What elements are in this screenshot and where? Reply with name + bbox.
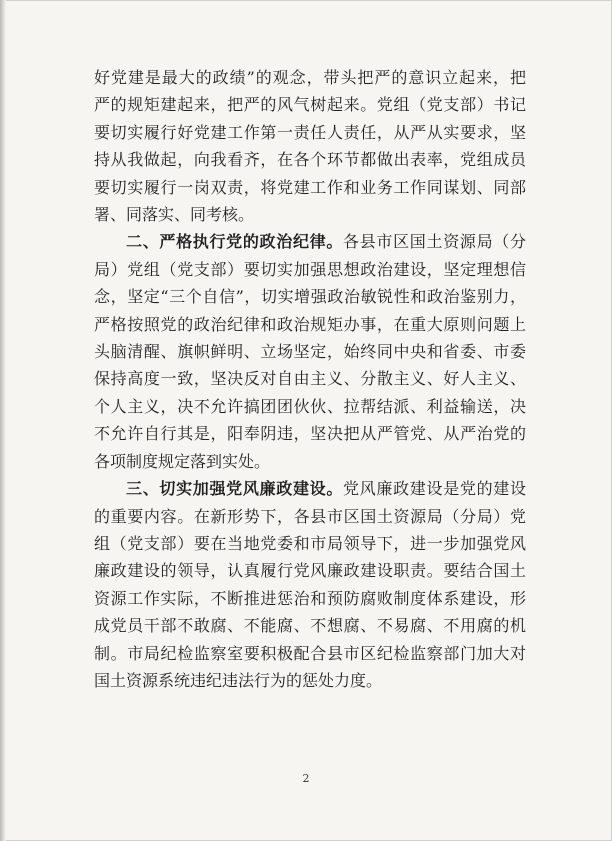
paragraph-3-line: 制。市局纪检监察室要积极配合县市区纪检监察部门加大对 — [94, 643, 526, 663]
paragraph-1-line: 要切实履行好党建工作第一责任人责任，从严从实要求，坚 — [94, 122, 526, 142]
paragraph-2-line: 念，坚定“三个自信”，切实增强政治敏锐性和政治鉴别力， — [94, 287, 526, 307]
paragraph-3-line: 组（党支部）要在当地党委和市局领导下，进一步加强党风 — [94, 533, 526, 553]
paragraph-3-first-line-text: 党风廉政建设是党的建设 — [343, 479, 526, 499]
section-heading-3: 三、切实加强党风廉政建设。 — [126, 479, 344, 499]
page-number: 2 — [302, 772, 310, 785]
paragraph-3-line: 廉政建设的领导，认真履行党风廉政建设职责。要结合国土 — [94, 561, 526, 581]
paragraph-2-line: 局）党组（党支部）要切实加强思想政治建设，坚定理想信 — [94, 259, 526, 279]
paragraph-3-line: 的重要内容。在新形势下，各县市区国土资源局（分局）党 — [94, 506, 526, 526]
paragraph-2-line: 严格按照党的政治纪律和政治规矩办事，在重大原则问题上 — [94, 314, 526, 334]
paragraph-1-line: 要切实履行一岗双责，将党建工作和业务工作同谋划、同部 — [94, 177, 526, 197]
paragraph-1-line: 署、同落实、同考核。 — [94, 205, 255, 225]
paragraph-1-line: 严的规矩建起来，把严的风气树起来。党组（党支部）书记 — [94, 95, 526, 115]
paragraph-3-line: 成党员干部不敢腐、不能腐、不想腐、不易腐、不用腐的机 — [94, 616, 526, 636]
paragraph-2-line: 头脑清醒、旗帜鲜明、立场坚定，始终同中央和省委、市委 — [94, 342, 526, 362]
paragraph-3-line: 资源工作实际，不断推进惩治和预防腐败制度体系建设，形 — [94, 588, 526, 608]
paragraph-2-line: 保持高度一致，坚决反对自由主义、分散主义、好人主义、 — [94, 369, 526, 389]
paragraph-2-first-line-text: 各县市区国土资源局（分 — [343, 232, 526, 252]
scan-edge-shadow — [0, 0, 6, 841]
paragraph-1-line: 好党建是最大的政绩”的观念，带头把严的意识立起来，把 — [94, 68, 526, 87]
paragraph-2-line: 不允许自行其是，阳奉阴违，坚决把从严管党、从严治党的 — [94, 424, 526, 444]
paragraph-3-line: 国土资源系统违纪违法行为的惩处力度。 — [94, 670, 383, 690]
paragraph-2-line: 各项制度规定落到实处。 — [94, 451, 271, 471]
paragraph-3-first-line — [94, 475, 526, 502]
paragraph-2-line: 个人主义，决不允许搞团团伙伙、拉帮结派、利益输送，决 — [94, 396, 526, 416]
paragraph-2-first-line — [94, 228, 526, 255]
body-text — [94, 64, 526, 694]
section-heading-2: 二、严格执行党的政治纪律。 — [126, 232, 344, 252]
paragraph-1-line: 持从我做起，向我看齐，在各个环节都做出表率，党组成员 — [94, 150, 526, 170]
